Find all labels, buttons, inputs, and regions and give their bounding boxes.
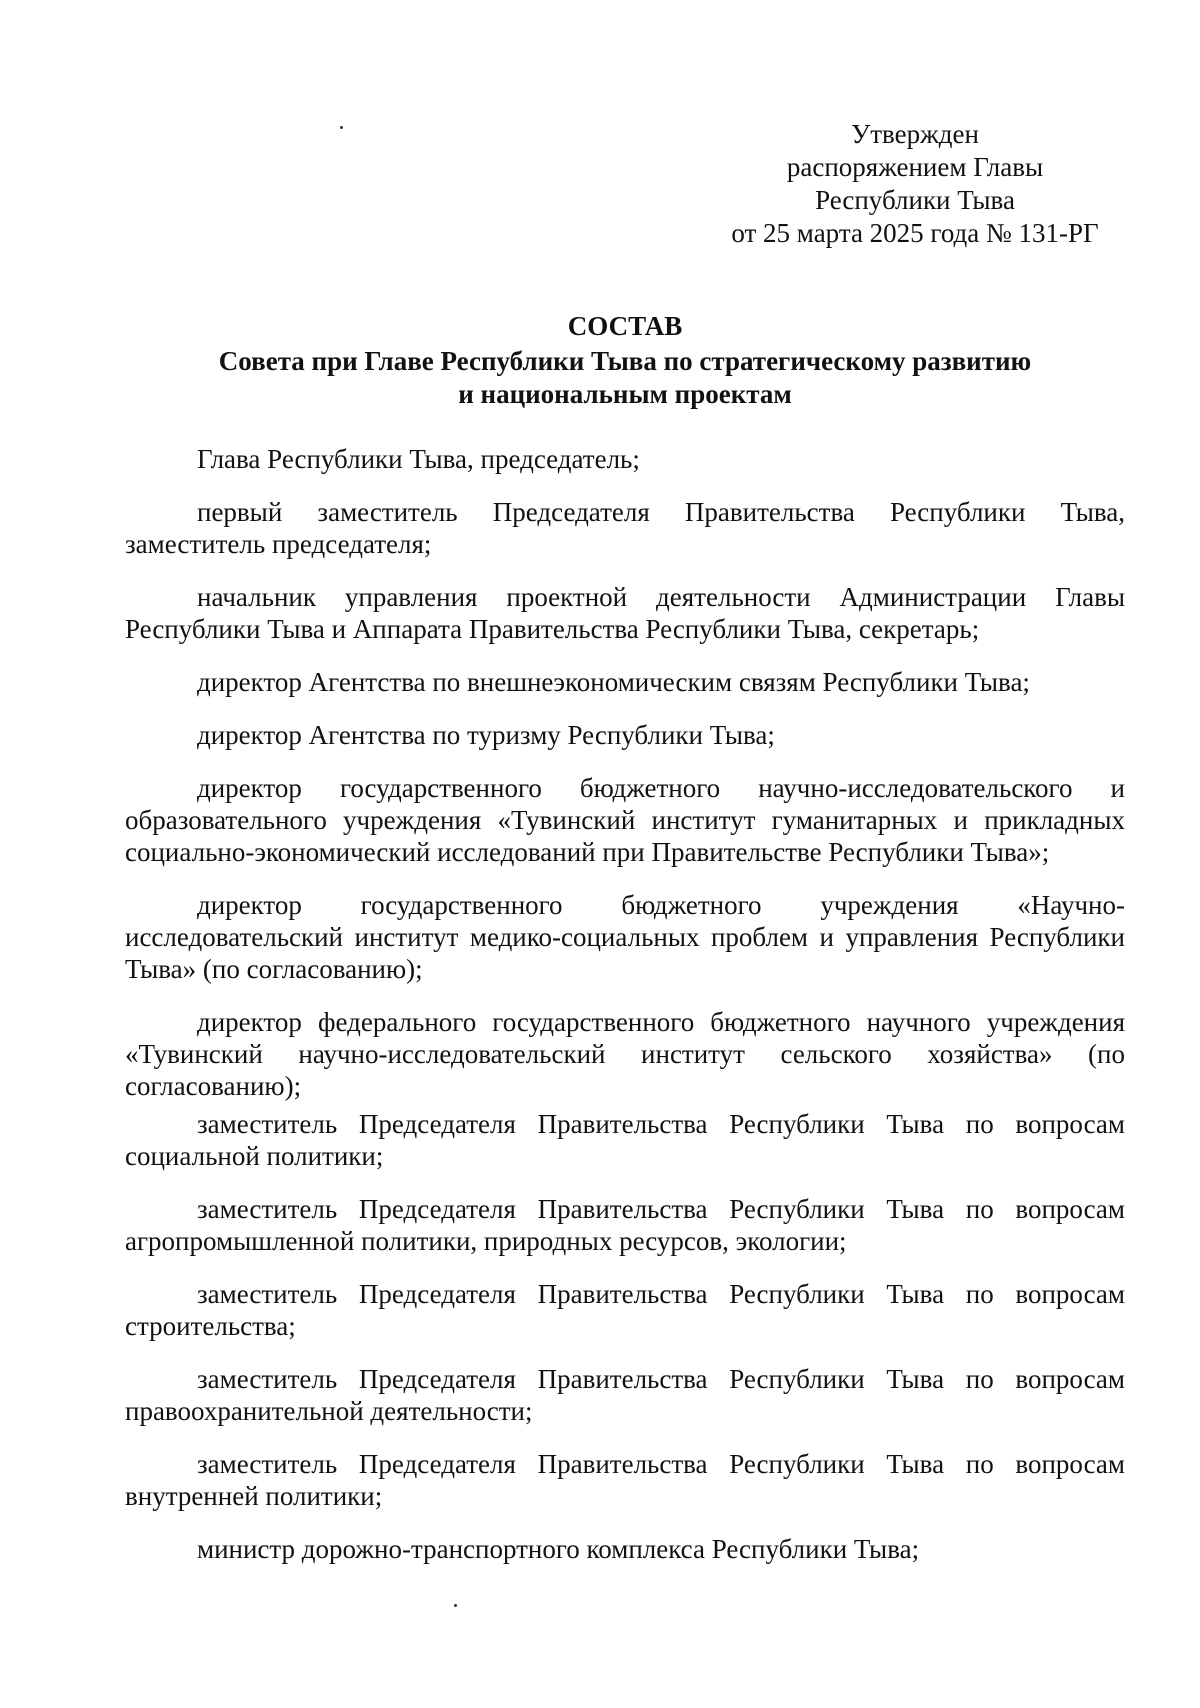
- member-item: директор Агентства по внешнеэкономическим связям Республики Тыва;: [197, 667, 1030, 697]
- approval-date-number: от 25 марта 2025 года № 131-РГ: [731, 218, 1099, 248]
- member-item: директор государственного бюджетного научно-исследовательского и образовательного учреждения «Тувинский институт гуманитарных и прикладных социально-экономический исследований при Правительстве Республики Тыва»;: [125, 773, 1125, 867]
- member-item: начальник управления проектной деятельности Администрации Главы Республики Тыва и Аппарата Правительства Республики Тыва, секретарь;: [125, 582, 1125, 644]
- members-list: [125, 443, 1125, 1586]
- document-title: [125, 310, 1125, 411]
- member-item: заместитель Председателя Правительства Республики Тыва по вопросам правоохранительной деятельности;: [125, 1364, 1125, 1426]
- member-item: директор федерального государственного бюджетного научного учреждения «Тувинский научно-исследовательский институт сельского хозяйства» (по согласованию);: [125, 1007, 1125, 1101]
- approval-line: распоряжением Главы: [786, 152, 1044, 182]
- title-subtitle-line: и национальным проектам: [458, 379, 792, 409]
- member-item: директор государственного бюджетного учреждения «Научно-исследовательский институт медико-социальных проблем и управления Республики Тыва» (по согласованию);: [125, 890, 1125, 984]
- title-subtitle-line: Совета при Главе Республики Тыва по стратегическому развитию: [218, 346, 1032, 376]
- approval-line: Утвержден: [851, 119, 979, 149]
- member-item: первый заместитель Председателя Правительства Республики Тыва, заместитель председателя;: [125, 497, 1125, 559]
- approval-line: Республики Тыва: [815, 185, 1015, 215]
- member-item: Глава Республики Тыва, председатель;: [197, 444, 640, 474]
- scan-speck: [340, 126, 343, 129]
- member-item: заместитель Председателя Правительства Республики Тыва по вопросам строительства;: [125, 1279, 1125, 1341]
- member-item: директор Агентства по туризму Республики Тыва;: [197, 720, 775, 750]
- scan-speck: [454, 1604, 457, 1607]
- member-item: заместитель Председателя Правительства Республики Тыва по вопросам агропромышленной политики, природных ресурсов, экологии;: [125, 1194, 1125, 1256]
- approval-stamp-block: [700, 118, 1130, 250]
- member-item: заместитель Председателя Правительства Республики Тыва по вопросам внутренней политики;: [125, 1449, 1125, 1511]
- title-main: СОСТАВ: [567, 311, 683, 341]
- member-item: заместитель Председателя Правительства Республики Тыва по вопросам социальной политики;: [125, 1109, 1125, 1171]
- member-item: министр дорожно-транспортного комплекса Республики Тыва;: [197, 1534, 920, 1564]
